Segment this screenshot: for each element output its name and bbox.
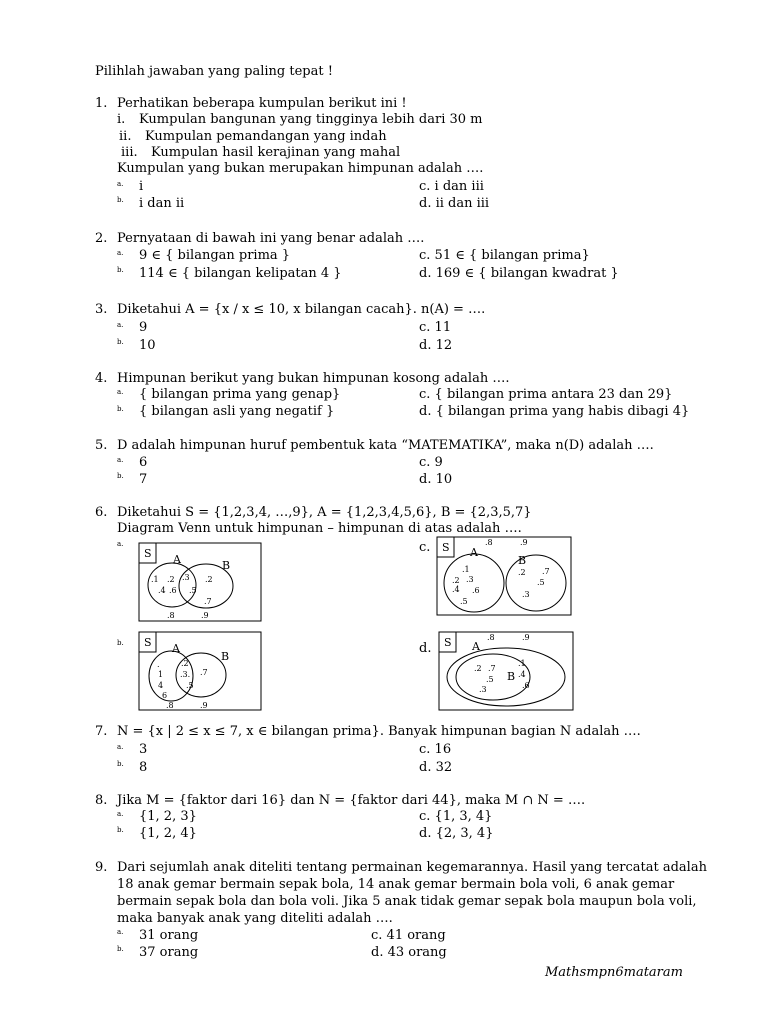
set-a-label: A <box>472 640 480 653</box>
option-mark-b: b. <box>117 405 124 413</box>
option-a[interactable]: 9 ∈ { bilangan prima } <box>139 248 291 263</box>
question-prompt: Pernyataan di bawah ini yang benar adalah …. <box>117 231 425 246</box>
option-d[interactable]: d. 43 orang <box>371 945 447 960</box>
element-label: .6 <box>472 586 480 595</box>
set-a-label: A <box>173 553 181 566</box>
question-text: Kumpulan yang bukan merupakan himpunan adalah …. <box>117 161 484 176</box>
option-b[interactable]: { bilangan asli yang negatif } <box>139 404 335 419</box>
set-b-label: B <box>507 670 516 683</box>
element-label: .7 <box>488 664 496 673</box>
element-label: .2 <box>474 664 482 673</box>
set-s-label: S <box>144 636 152 649</box>
element-label: .2 <box>518 568 526 577</box>
venn-diagram-d[interactable] <box>438 631 574 711</box>
statement-number: i. <box>117 112 126 127</box>
element-label: .6 <box>169 586 177 595</box>
question-number: 1. <box>95 96 108 111</box>
element-label: .2 <box>167 575 175 584</box>
statement-text: Kumpulan pemandangan yang indah <box>145 129 387 144</box>
set-a-label: A <box>470 546 478 559</box>
option-a[interactable]: 9 <box>139 320 148 335</box>
option-mark-b: b. <box>117 826 124 834</box>
footer-watermark: Mathsmpn6mataram <box>545 965 683 980</box>
option-mark-a: a. <box>117 180 124 188</box>
option-c[interactable]: c. 16 <box>419 742 452 757</box>
question-prompt-2: Diagram Venn untuk himpunan – himpunan di atas adalah …. <box>117 521 522 536</box>
element-label: .5 <box>460 597 468 606</box>
element-label: .5 <box>486 675 494 684</box>
set-a-ellipse <box>447 648 565 706</box>
element-label: .9 <box>520 538 528 547</box>
option-a[interactable]: i <box>139 179 144 194</box>
element-label: .8 <box>166 701 174 710</box>
question-number: 4. <box>95 371 108 386</box>
option-mark-b: b. <box>117 196 124 204</box>
question-line-1: Dari sejumlah anak diteliti tentang permainan kegemarannya. Hasil yang tercatat adalah <box>117 860 707 875</box>
option-b[interactable]: i dan ii <box>139 196 185 211</box>
element-label: .5 <box>186 681 194 690</box>
element-label: .7 <box>542 567 550 576</box>
venn-diagram-b[interactable] <box>138 631 262 711</box>
option-d[interactable]: d. 10 <box>419 472 453 487</box>
venn-diagram-a[interactable] <box>138 542 262 622</box>
question-line-4: maka banyak anak yang diteliti adalah …. <box>117 911 393 926</box>
option-c[interactable]: c. 9 <box>419 455 443 470</box>
question-number: 6. <box>95 505 108 520</box>
option-d[interactable]: d. 12 <box>419 338 453 353</box>
option-a[interactable]: { bilangan prima yang genap} <box>139 387 341 402</box>
option-b[interactable]: 114 ∈ { bilangan kelipatan 4 } <box>139 266 342 281</box>
option-c[interactable]: c. {1, 3, 4} <box>419 809 493 824</box>
question-line-2: 18 anak gemar bermain sepak bola, 14 anak gemar bermain bola voli, 6 anak gemar <box>117 877 675 892</box>
option-c-label[interactable]: c. <box>419 540 431 555</box>
question-prompt: N = {x | 2 ≤ x ≤ 7, x ∈ bilangan prima}. Banyak himpunan bagian N adalah …. <box>117 724 641 739</box>
statement-number: iii. <box>121 145 138 160</box>
venn-diagram-c[interactable] <box>436 536 572 616</box>
option-d[interactable]: d. ii dan iii <box>419 196 490 211</box>
option-mark-a: a. <box>117 540 124 548</box>
option-d[interactable]: d. 32 <box>419 760 453 775</box>
option-b[interactable]: 8 <box>139 760 148 775</box>
question-prompt: Diketahui A = {x / x ≤ 10, x bilangan cacah}. n(A) = …. <box>117 302 486 317</box>
option-a[interactable]: 3 <box>139 742 148 757</box>
question-prompt: D adalah himpunan huruf pembentuk kata “MATEMATIKA”, maka n(D) adalah …. <box>117 438 654 453</box>
element-label: .1 <box>462 565 470 574</box>
element-label: 1 <box>158 670 164 679</box>
element-label: .5 <box>189 586 197 595</box>
element-label: .4 <box>158 586 166 595</box>
option-mark-b: b. <box>117 338 124 346</box>
element-label: .9 <box>522 633 530 642</box>
set-s-label: S <box>442 541 450 554</box>
element-label: .3. <box>180 670 191 679</box>
element-label: . <box>157 660 160 669</box>
option-d-label[interactable]: d. <box>419 641 432 656</box>
option-mark-a: a. <box>117 456 124 464</box>
element-label: .9 <box>200 701 208 710</box>
option-a[interactable]: {1, 2, 3} <box>139 809 197 824</box>
element-label: .5 <box>537 578 545 587</box>
option-c[interactable]: c. 51 ∈ { bilangan prima} <box>419 248 590 263</box>
set-b-label: B <box>222 559 231 572</box>
element-label: .3 <box>466 575 474 584</box>
option-mark-b: b. <box>117 266 124 274</box>
question-line-3: bermain sepak bola dan bola voli. Jika 5 anak tidak gemar sepak bola maupun bola voli, <box>117 894 697 909</box>
statement-number: ii. <box>119 129 132 144</box>
element-label: .2 <box>452 576 460 585</box>
element-label: .1 <box>518 659 526 668</box>
option-mark-b: b. <box>117 639 124 647</box>
option-mark-b: b. <box>117 472 124 480</box>
question-number: 2. <box>95 231 108 246</box>
statement-text: Kumpulan bangunan yang tingginya lebih dari 30 m <box>139 112 483 127</box>
option-c[interactable]: c. 11 <box>419 320 452 335</box>
statement-text: Kumpulan hasil kerajinan yang mahal <box>151 145 401 160</box>
question-number: 3. <box>95 302 108 317</box>
set-s-label: S <box>144 547 152 560</box>
element-label: .2 <box>181 659 189 668</box>
question-number: 7. <box>95 724 108 739</box>
option-d[interactable]: d. { bilangan prima yang habis dibagi 4} <box>419 404 690 419</box>
element-label: .8 <box>167 611 175 620</box>
question-number: 9. <box>95 860 108 875</box>
element-label: .3 <box>479 685 487 694</box>
element-label: .9 <box>201 611 209 620</box>
element-label: .3 <box>522 590 530 599</box>
element-label: .7 <box>200 668 208 677</box>
option-c[interactable]: c. i dan iii <box>419 179 484 194</box>
element-label: .2 <box>205 575 213 584</box>
set-b-label: B <box>221 650 230 663</box>
question-prompt: Perhatikan beberapa kumpulan berikut ini ! <box>117 96 407 111</box>
element-label: 6 <box>162 691 168 700</box>
element-label: .4 <box>452 585 460 594</box>
element-label: .8 <box>487 633 495 642</box>
element-label: .6 <box>522 681 530 690</box>
option-d[interactable]: d. 169 ∈ { bilangan kwadrat } <box>419 266 619 281</box>
option-d[interactable]: d. {2, 3, 4} <box>419 826 494 841</box>
option-mark-a: a. <box>117 388 124 396</box>
set-a-label: A <box>172 642 180 655</box>
option-mark-b: b. <box>117 760 124 768</box>
option-b[interactable]: 10 <box>139 338 156 353</box>
option-b[interactable]: 37 orang <box>139 945 199 960</box>
question-prompt: Himpunan berikut yang bukan himpunan kosong adalah …. <box>117 371 510 386</box>
element-label: 4 <box>158 681 164 690</box>
option-c[interactable]: c. 41 orang <box>371 928 446 943</box>
option-a[interactable]: 6 <box>139 455 148 470</box>
option-mark-a: a. <box>117 249 124 257</box>
question-number: 5. <box>95 438 108 453</box>
option-mark-a: a. <box>117 928 124 936</box>
element-label: .1 <box>151 575 159 584</box>
option-mark-a: a. <box>117 321 124 329</box>
element-label: .8 <box>485 538 493 547</box>
option-b[interactable]: {1, 2, 4} <box>139 826 197 841</box>
set-s-label: S <box>444 636 452 649</box>
instruction: Pilihlah jawaban yang paling tepat ! <box>95 64 333 79</box>
option-a[interactable]: 31 orang <box>139 928 199 943</box>
question-prompt: Jika M = {faktor dari 16} dan N = {faktor dari 44}, maka M ∩ N = …. <box>117 793 586 808</box>
option-mark-a: a. <box>117 810 124 818</box>
set-b-label: B <box>518 554 527 567</box>
option-mark-a: a. <box>117 743 124 751</box>
question-prompt: Diketahui S = {1,2,3,4, …,9}, A = {1,2,3,4,5,6}, B = {2,3,5,7} <box>117 505 532 520</box>
element-label: .4 <box>518 670 526 679</box>
option-mark-b: b. <box>117 945 124 953</box>
element-label: .3 <box>182 573 190 582</box>
question-number: 8. <box>95 793 108 808</box>
element-label: .7 <box>204 597 212 606</box>
option-b[interactable]: 7 <box>139 472 148 487</box>
set-b-ellipse <box>506 555 566 611</box>
option-c[interactable]: c. { bilangan prima antara 23 dan 29} <box>419 387 673 402</box>
